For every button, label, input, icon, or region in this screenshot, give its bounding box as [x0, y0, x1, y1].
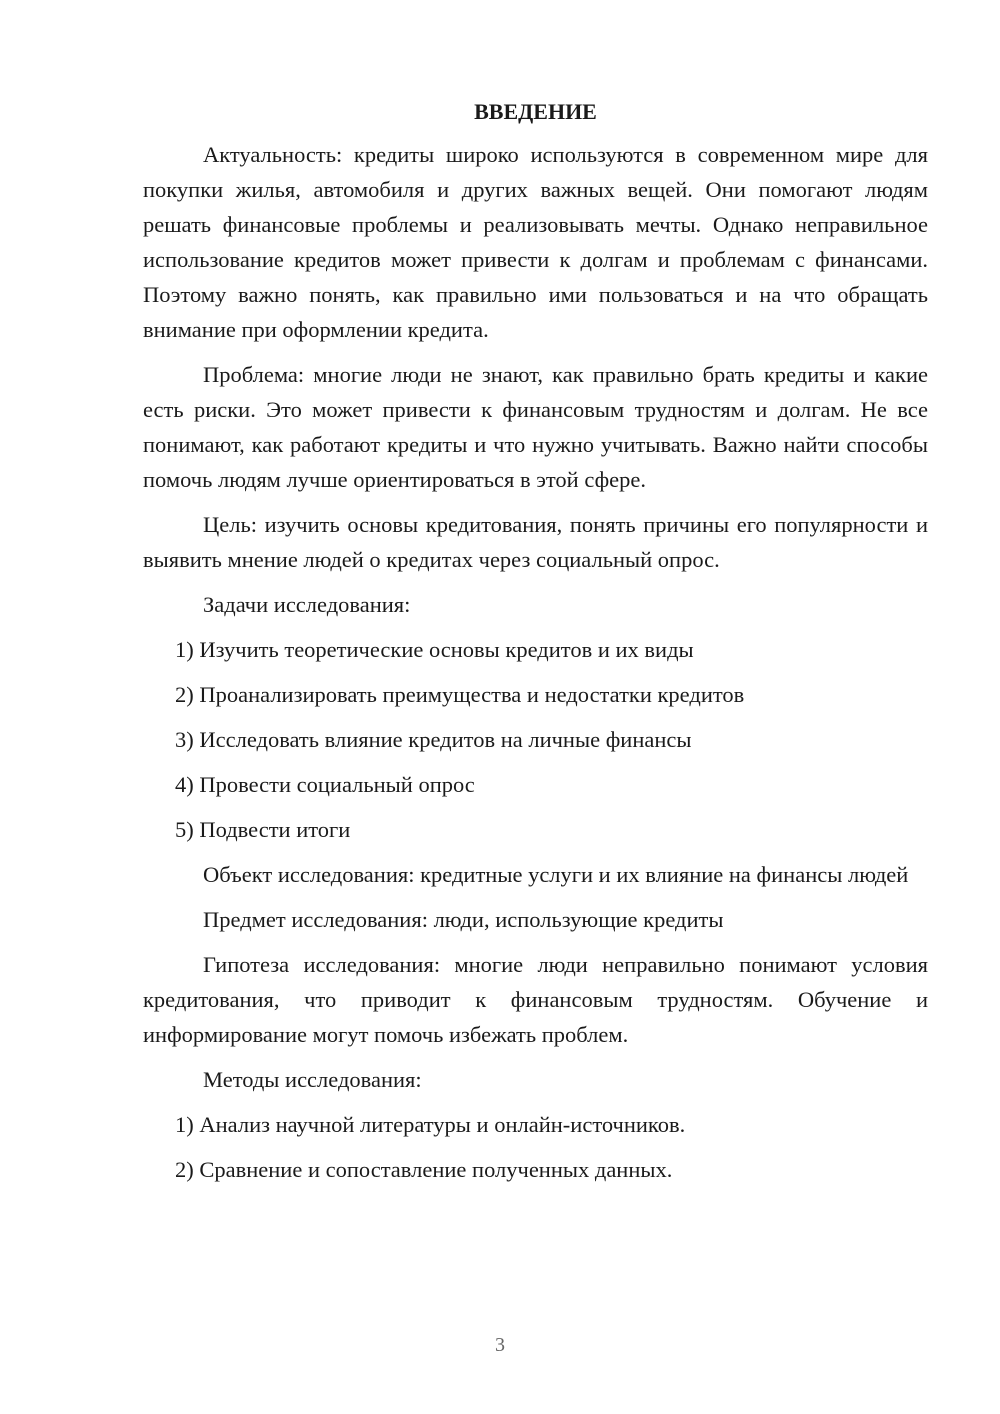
list-item: 1) Изучить теоретические основы кредитов и их виды — [175, 637, 694, 662]
list-item: 2) Сравнение и сопоставление полученных данных. — [175, 1157, 673, 1182]
goal-paragraph: Цель: изучить основы кредитования, понять причины его популярности и выявить мнение людей о кредитах через социальный опрос. — [143, 512, 928, 572]
list-item: 2) Проанализировать преимущества и недостатки кредитов — [175, 682, 745, 707]
object-paragraph: Объект исследования: кредитные услуги и их влияние на финансы людей — [203, 862, 909, 887]
methods-list — [143, 1107, 928, 1187]
tasks-list — [143, 632, 928, 847]
tasks-heading: Задачи исследования: — [203, 592, 411, 617]
methods-heading: Методы исследования: — [203, 1067, 422, 1092]
page-title: ВВЕДЕНИЕ — [474, 99, 597, 124]
relevance-paragraph: Актуальность: кредиты широко используются в современном мире для покупки жилья, автомобиля и других важных вещей. Они помогают людям решать финансовые проблемы и реализовывать мечты. Однако неправильное использование кредитов может привести к долгам и проблемам с финансами. Поэтому важно понять, как правильно ими пользоваться и на что обращать внимание при оформлении кредита. — [143, 142, 928, 342]
subject-paragraph: Предмет исследования: люди, использующие кредиты — [203, 907, 724, 932]
problem-paragraph: Проблема: многие люди не знают, как правильно брать кредиты и какие есть риски. Это может привести к финансовым трудностям и долгам. Не все понимают, как работают кредиты и что нужно учитывать. Важно найти способы помочь людям лучше ориентироваться в этой сфере. — [143, 362, 928, 492]
list-item: 1) Анализ научной литературы и онлайн-источников. — [175, 1112, 686, 1137]
list-item: 5) Подвести итоги — [175, 817, 351, 842]
list-item: 3) Исследовать влияние кредитов на личные финансы — [175, 727, 692, 752]
list-item: 4) Провести социальный опрос — [175, 772, 475, 797]
hypothesis-paragraph: Гипотеза исследования: многие люди неправильно понимают условия кредитования, что приводит к финансовым трудностям. Обучение и информирование могут помочь избежать проблем. — [143, 952, 928, 1047]
page-content — [143, 94, 928, 1197]
page-number: 3 — [495, 1334, 505, 1356]
